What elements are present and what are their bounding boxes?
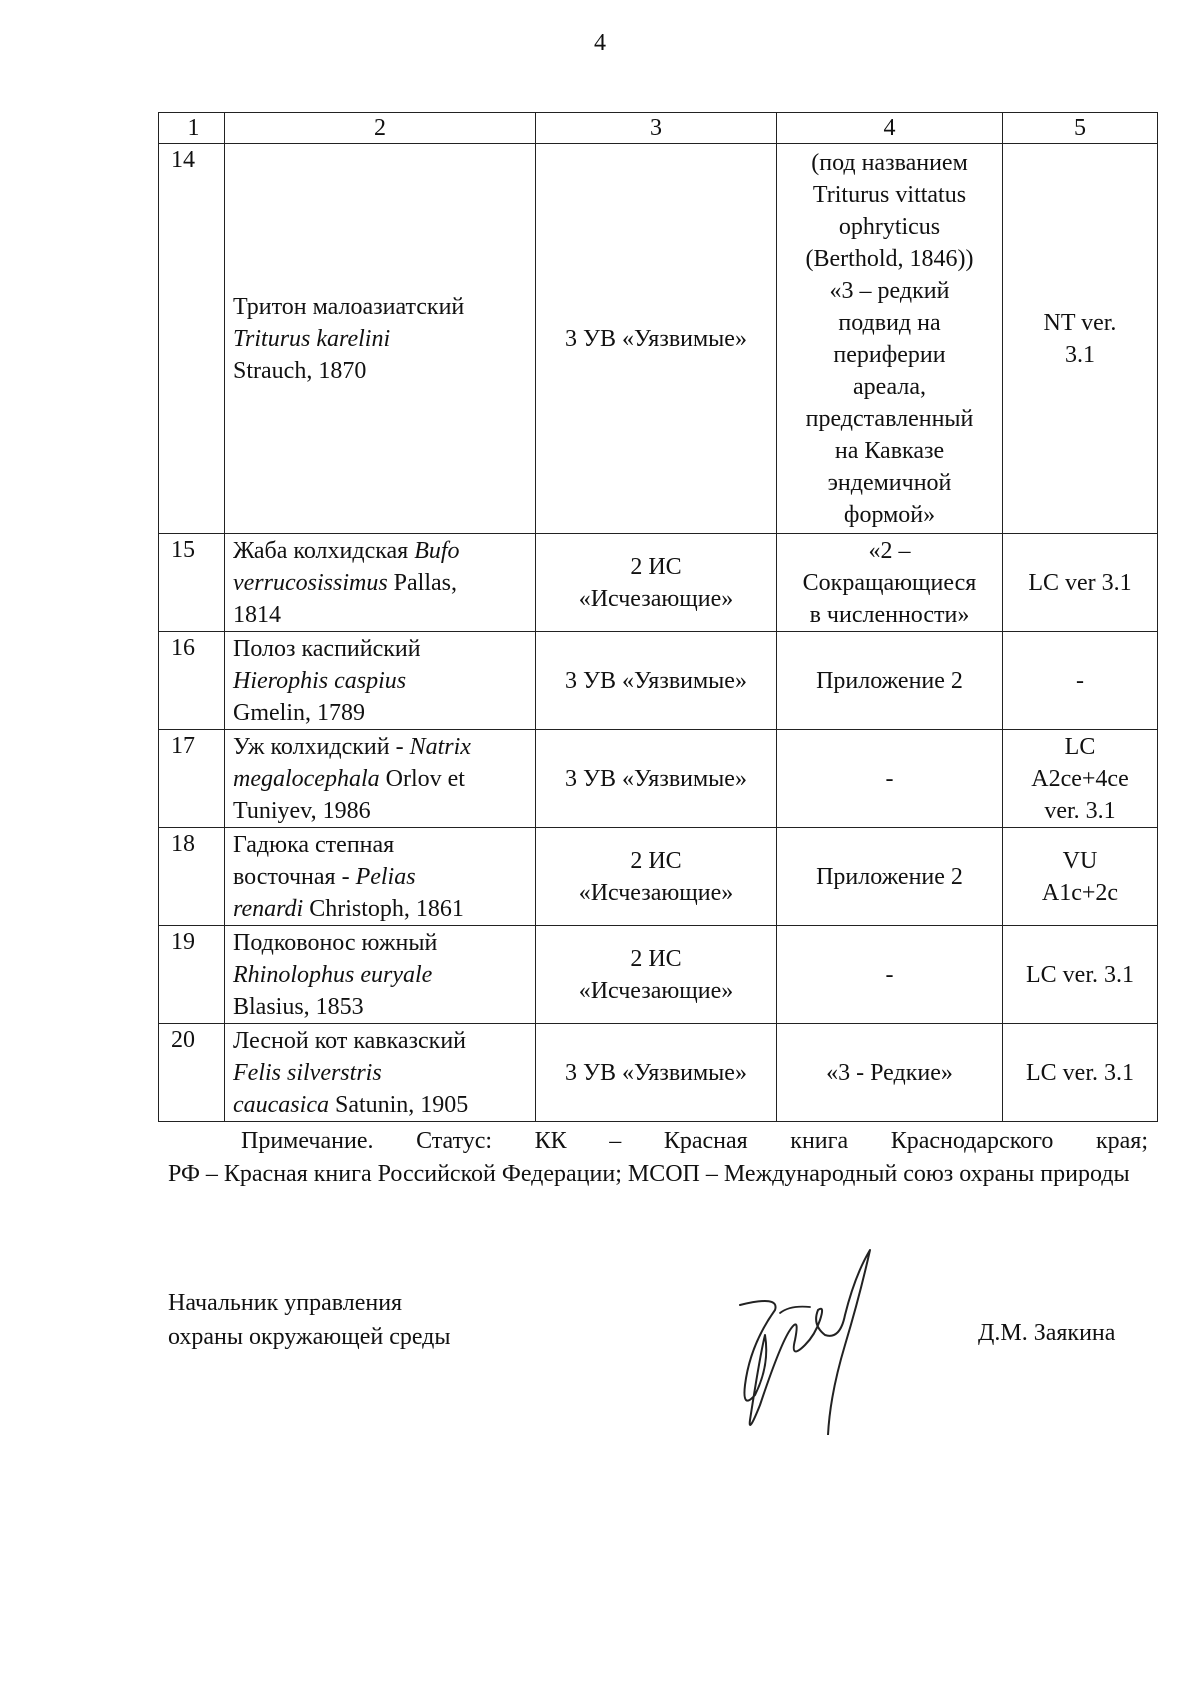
species-table bbox=[158, 112, 1158, 1122]
status-kk-line: «Исчезающие» bbox=[578, 585, 734, 612]
status-rf-line: на Кавказе bbox=[834, 437, 945, 464]
column-header: 2 bbox=[225, 113, 536, 144]
status-iucn: LC ver 3.1 bbox=[1003, 534, 1158, 632]
status-rf: Приложение 2 bbox=[777, 828, 1003, 926]
status-kk-line: 2 ИС bbox=[630, 553, 682, 580]
table-row bbox=[159, 730, 1158, 828]
row-number: 18 bbox=[159, 828, 225, 926]
species-name bbox=[225, 534, 536, 632]
author: Strauch, 1870 bbox=[233, 357, 367, 384]
table-row bbox=[159, 534, 1158, 632]
latin-name: megalocephala bbox=[233, 765, 380, 792]
table-row bbox=[159, 828, 1158, 926]
status-kk bbox=[536, 534, 777, 632]
status-rf-line: Triturus vittatus bbox=[812, 181, 967, 208]
author: Gmelin, 1789 bbox=[233, 699, 365, 726]
latin-name: Pelias bbox=[355, 863, 416, 890]
latin-name: renardi bbox=[233, 895, 304, 922]
page-number: 4 bbox=[594, 30, 606, 56]
common-name: Лесной кот кавказский bbox=[233, 1027, 467, 1054]
row-number: 17 bbox=[159, 730, 225, 828]
author: Tuniyev, 1986 bbox=[233, 797, 371, 824]
status-kk-line: 2 ИС bbox=[630, 847, 682, 874]
status-rf bbox=[777, 144, 1003, 534]
species-name bbox=[225, 1024, 536, 1122]
status-rf-line: «2 – bbox=[868, 537, 911, 564]
status-rf: «3 - Редкие» bbox=[777, 1024, 1003, 1122]
status-rf-line: подвид на bbox=[838, 309, 941, 336]
latin-name: Felis silverstris bbox=[233, 1059, 382, 1086]
latin-name: Hierophis caspius bbox=[233, 667, 407, 694]
status-rf-line: Сокращающиеся bbox=[802, 569, 977, 596]
status-kk bbox=[536, 926, 777, 1024]
status-iucn-line: 3.1 bbox=[1065, 341, 1095, 368]
status-rf-line: (Berthold, 1846)) bbox=[805, 245, 974, 272]
status-iucn-line: VU bbox=[1062, 847, 1098, 874]
status-iucn-line: A2ce+4ce bbox=[1031, 765, 1129, 792]
latin-name: verrucosissimus bbox=[233, 569, 388, 596]
species-name bbox=[225, 926, 536, 1024]
author: Blasius, 1853 bbox=[233, 993, 364, 1020]
status-iucn-line: LC bbox=[1064, 733, 1096, 760]
author: Orlov et bbox=[379, 765, 465, 792]
status-rf-line: (под названием bbox=[811, 149, 968, 176]
column-header: 3 bbox=[536, 113, 777, 144]
status-rf-line: представленный bbox=[805, 405, 974, 432]
author: Satunin, 1905 bbox=[328, 1091, 469, 1118]
common-name: восточная - bbox=[233, 863, 356, 890]
status-rf: Приложение 2 bbox=[777, 632, 1003, 730]
note-text: РФ – Красная книга Российской Федерации; МСОП – Международный союз охраны природы bbox=[168, 1161, 1130, 1187]
species-name bbox=[225, 632, 536, 730]
status-rf: - bbox=[777, 730, 1003, 828]
column-header: 4 bbox=[777, 113, 1003, 144]
common-name: Тритон малоазиатский bbox=[233, 293, 465, 320]
common-name: Подковонос южный bbox=[233, 929, 438, 956]
position-line: Начальник управления bbox=[168, 1290, 403, 1316]
status-rf-line: в численности» bbox=[809, 601, 970, 628]
status-iucn bbox=[1003, 144, 1158, 534]
common-name: Уж колхидский - bbox=[233, 733, 410, 760]
author: 1814 bbox=[233, 601, 281, 628]
status-rf-line: «3 – редкий bbox=[829, 277, 950, 304]
row-number: 14 bbox=[159, 144, 225, 534]
status-kk-line: «Исчезающие» bbox=[578, 879, 734, 906]
table-row bbox=[159, 926, 1158, 1024]
row-number: 15 bbox=[159, 534, 225, 632]
table-row bbox=[159, 1024, 1158, 1122]
latin-name: Rhinolophus euryale bbox=[233, 961, 433, 988]
status-iucn-line: NT ver. bbox=[1043, 309, 1117, 336]
status-rf-line: ophryticus bbox=[838, 213, 941, 240]
status-iucn: LC ver. 3.1 bbox=[1003, 1024, 1158, 1122]
status-iucn: - bbox=[1003, 632, 1158, 730]
latin-name: Triturus karelini bbox=[233, 325, 391, 352]
species-name bbox=[225, 828, 536, 926]
species-name bbox=[225, 144, 536, 534]
status-kk: 3 УВ «Уязвимые» bbox=[536, 730, 777, 828]
status-iucn bbox=[1003, 730, 1158, 828]
status-kk-line: «Исчезающие» bbox=[578, 977, 734, 1004]
table-row bbox=[159, 632, 1158, 730]
latin-name: Natrix bbox=[409, 733, 471, 760]
species-name bbox=[225, 730, 536, 828]
note-line: Примечание. Статус: КК – Красная книга Краснодарского края; bbox=[241, 1128, 1148, 1154]
status-kk bbox=[536, 828, 777, 926]
status-rf: - bbox=[777, 926, 1003, 1024]
status-kk: 3 УВ «Уязвимые» bbox=[536, 632, 777, 730]
signer-name: Д.М. Заякина bbox=[978, 1320, 1116, 1346]
table-header-row bbox=[159, 113, 1158, 144]
status-kk-line: 2 ИС bbox=[630, 945, 682, 972]
status-kk: 3 УВ «Уязвимые» bbox=[536, 1024, 777, 1122]
status-rf-line: периферии bbox=[833, 341, 946, 368]
author: Christoph, 1861 bbox=[303, 895, 464, 922]
column-header: 1 bbox=[159, 113, 225, 144]
status-rf-line: формой» bbox=[843, 501, 936, 528]
status-iucn-line: ver. 3.1 bbox=[1044, 797, 1116, 824]
table-row bbox=[159, 144, 1158, 534]
signer-position bbox=[168, 1286, 451, 1354]
table-note bbox=[168, 1125, 1148, 1191]
common-name: Жаба колхидская bbox=[233, 537, 415, 564]
status-kk: 3 УВ «Уязвимые» bbox=[536, 144, 777, 534]
status-iucn bbox=[1003, 828, 1158, 926]
row-number: 19 bbox=[159, 926, 225, 1024]
status-rf-line: эндемичной bbox=[827, 469, 952, 496]
handwritten-signature bbox=[720, 1235, 880, 1435]
column-header: 5 bbox=[1003, 113, 1158, 144]
common-name: Гадюка степная bbox=[233, 831, 395, 858]
latin-name: caucasica bbox=[233, 1091, 329, 1118]
row-number: 20 bbox=[159, 1024, 225, 1122]
common-name: Полоз каспийский bbox=[233, 635, 421, 662]
status-iucn: LC ver. 3.1 bbox=[1003, 926, 1158, 1024]
status-rf-line: ареала, bbox=[852, 373, 927, 400]
position-line: охраны окружающей среды bbox=[168, 1324, 451, 1350]
status-iucn-line: A1c+2c bbox=[1041, 879, 1119, 906]
row-number: 16 bbox=[159, 632, 225, 730]
latin-name: Bufo bbox=[414, 537, 460, 564]
author: Pallas, bbox=[387, 569, 457, 596]
status-rf bbox=[777, 534, 1003, 632]
